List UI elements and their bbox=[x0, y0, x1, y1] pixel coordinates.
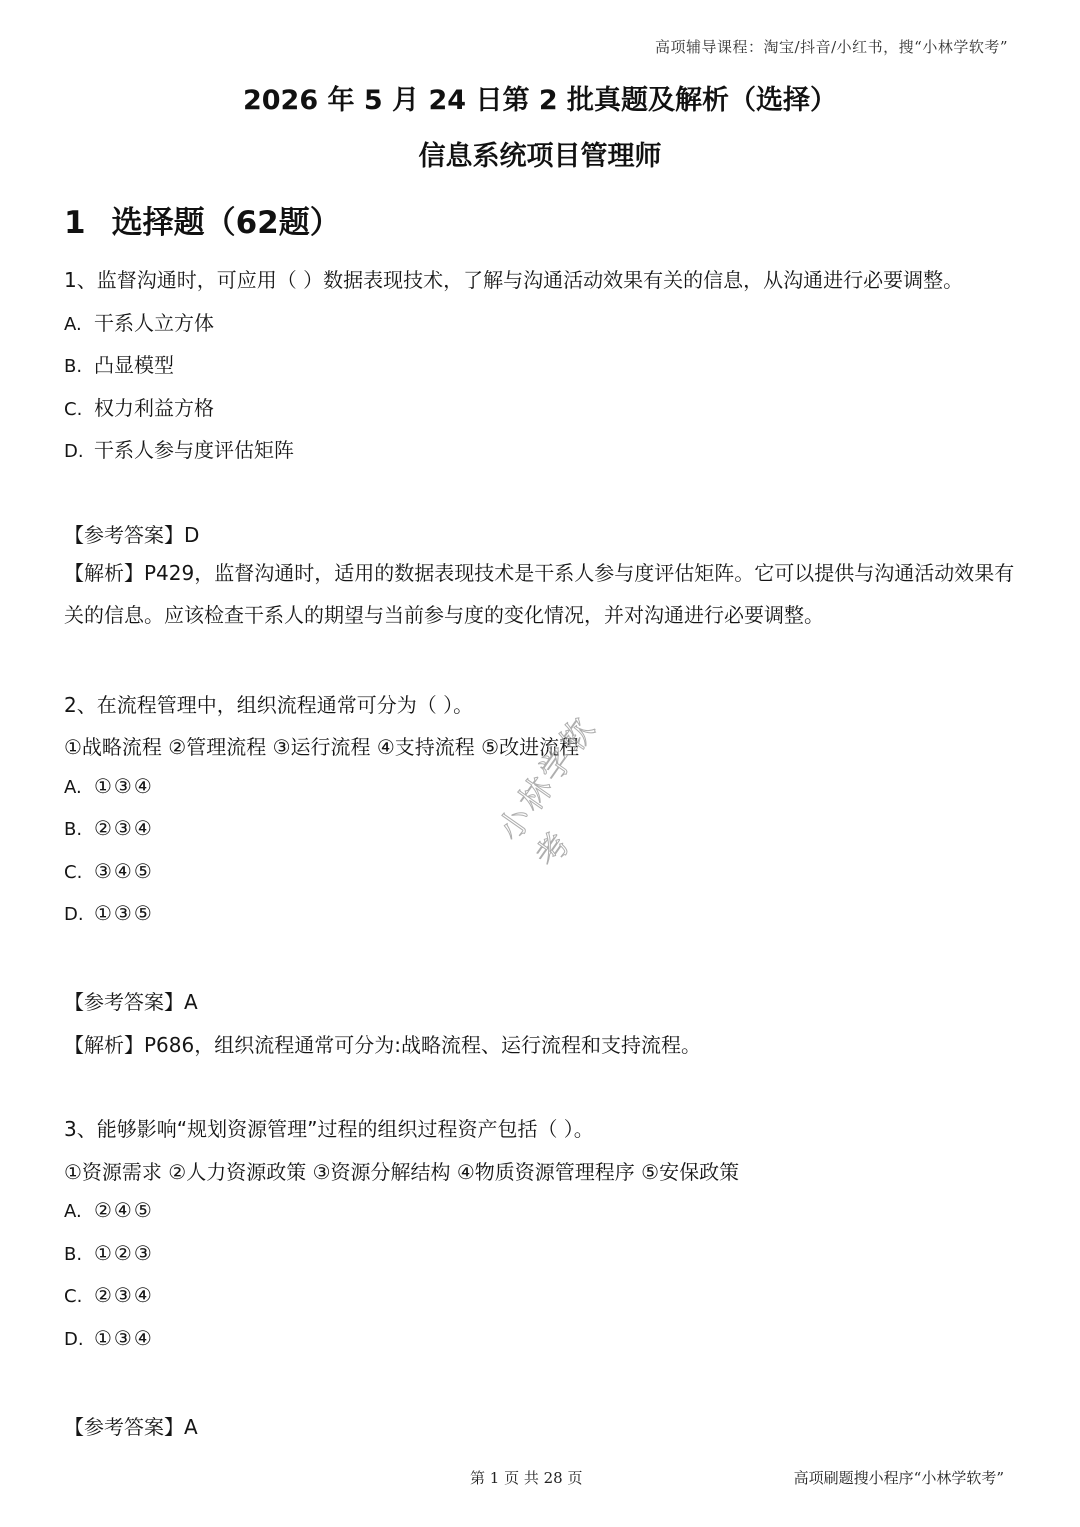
question-3-items: ①资源需求 ②人力资源政策 ③资源分解结构 ④物质资源管理程序 ⑤安保政策 bbox=[64, 1160, 740, 1184]
option-letter: D. bbox=[64, 1329, 84, 1350]
option-letter: C. bbox=[64, 862, 83, 883]
analysis-label: 【解析】 bbox=[64, 1033, 144, 1057]
option-text: ①③④ bbox=[94, 1326, 154, 1350]
question-2-analysis bbox=[64, 1029, 701, 1058]
question-3-answer bbox=[64, 1411, 198, 1440]
answer-label: 【参考答案】 bbox=[64, 523, 184, 547]
question-2-option-a bbox=[64, 774, 154, 798]
question-2-stem: 2、在流程管理中，组织流程通常可分为（ ）。 bbox=[64, 693, 474, 717]
option-text: ③④⑤ bbox=[94, 859, 154, 883]
answer-label: 【参考答案】 bbox=[64, 1415, 184, 1439]
option-text: ②③④ bbox=[94, 1283, 154, 1307]
question-2-option-d bbox=[64, 901, 154, 925]
question-1-analysis bbox=[64, 552, 1024, 636]
question-2-answer bbox=[64, 986, 198, 1015]
question-3-option-a bbox=[64, 1198, 154, 1222]
option-letter: B. bbox=[64, 819, 83, 840]
option-text: ①③④ bbox=[94, 774, 154, 798]
section-number: 1 bbox=[64, 205, 86, 241]
answer-value: A bbox=[184, 1415, 198, 1439]
analysis-text: P686，组织流程通常可分为:战略流程、运行流程和支持流程。 bbox=[144, 1033, 701, 1057]
question-1-answer bbox=[64, 519, 199, 548]
section-heading bbox=[64, 197, 341, 242]
footer-note: 高项刷题搜小程序“小林学软考” bbox=[793, 1469, 1004, 1487]
analysis-text: P429，监督沟通时，适用的数据表现技术是干系人参与度评估矩阵。它可以提供与沟通活动效果有关的信息。应该检查干系人的期望与当前参与度的变化情况，并对沟通进行必要调整。 bbox=[64, 561, 1015, 627]
question-3-option-b bbox=[64, 1241, 154, 1265]
option-letter: A. bbox=[64, 777, 82, 798]
option-letter: C. bbox=[64, 1286, 83, 1307]
question-3-option-d bbox=[64, 1326, 154, 1350]
question-1-stem: 1、监督沟通时，可应用（ ）数据表现技术，了解与沟通活动效果有关的信息，从沟通进行必要调整。 bbox=[64, 268, 964, 292]
option-text: 干系人参与度评估矩阵 bbox=[94, 438, 294, 462]
question-1-option-b bbox=[64, 349, 174, 378]
question-2-option-c bbox=[64, 859, 154, 883]
question-3-stem: 3、能够影响“规划资源管理”过程的组织过程资产包括（ ）。 bbox=[64, 1117, 594, 1141]
option-text: ②④⑤ bbox=[94, 1198, 154, 1222]
option-text: 干系人立方体 bbox=[94, 311, 214, 335]
question-2-option-b bbox=[64, 816, 154, 840]
watermark: 小林学软考 bbox=[490, 707, 605, 874]
question-3-option-c bbox=[64, 1283, 154, 1307]
question-1-option-d bbox=[64, 434, 294, 463]
answer-value: D bbox=[184, 523, 200, 547]
option-letter: A. bbox=[64, 1201, 82, 1222]
answer-value: A bbox=[184, 990, 198, 1014]
option-letter: D. bbox=[64, 904, 84, 925]
question-1-option-a bbox=[64, 307, 214, 336]
option-text: ①③⑤ bbox=[94, 901, 154, 925]
document-title: 2026 年 5 月 24 日第 2 批真题及解析（选择） bbox=[242, 85, 838, 116]
option-letter: D. bbox=[64, 441, 84, 462]
answer-label: 【参考答案】 bbox=[64, 990, 184, 1014]
option-text: 凸显模型 bbox=[94, 353, 174, 377]
option-letter: C. bbox=[64, 399, 83, 420]
question-1-option-c bbox=[64, 392, 214, 421]
question-2-items: ①战略流程 ②管理流程 ③运行流程 ④支持流程 ⑤改进流程 bbox=[64, 735, 580, 759]
page-number: 第 1 页 共 28 页 bbox=[470, 1469, 583, 1487]
option-letter: B. bbox=[64, 1244, 83, 1265]
option-text: 权力利益方格 bbox=[94, 396, 214, 420]
option-letter: A. bbox=[64, 314, 82, 335]
header-note: 高项辅导课程：淘宝/抖音/小红书，搜“小林学软考” bbox=[655, 38, 1008, 56]
option-text: ②③④ bbox=[94, 816, 154, 840]
section-label: 选择题（62题） bbox=[111, 205, 341, 241]
option-letter: B. bbox=[64, 356, 83, 377]
document-subtitle: 信息系统项目管理师 bbox=[418, 141, 662, 172]
option-text: ①②③ bbox=[94, 1241, 154, 1265]
analysis-label: 【解析】 bbox=[64, 561, 144, 585]
